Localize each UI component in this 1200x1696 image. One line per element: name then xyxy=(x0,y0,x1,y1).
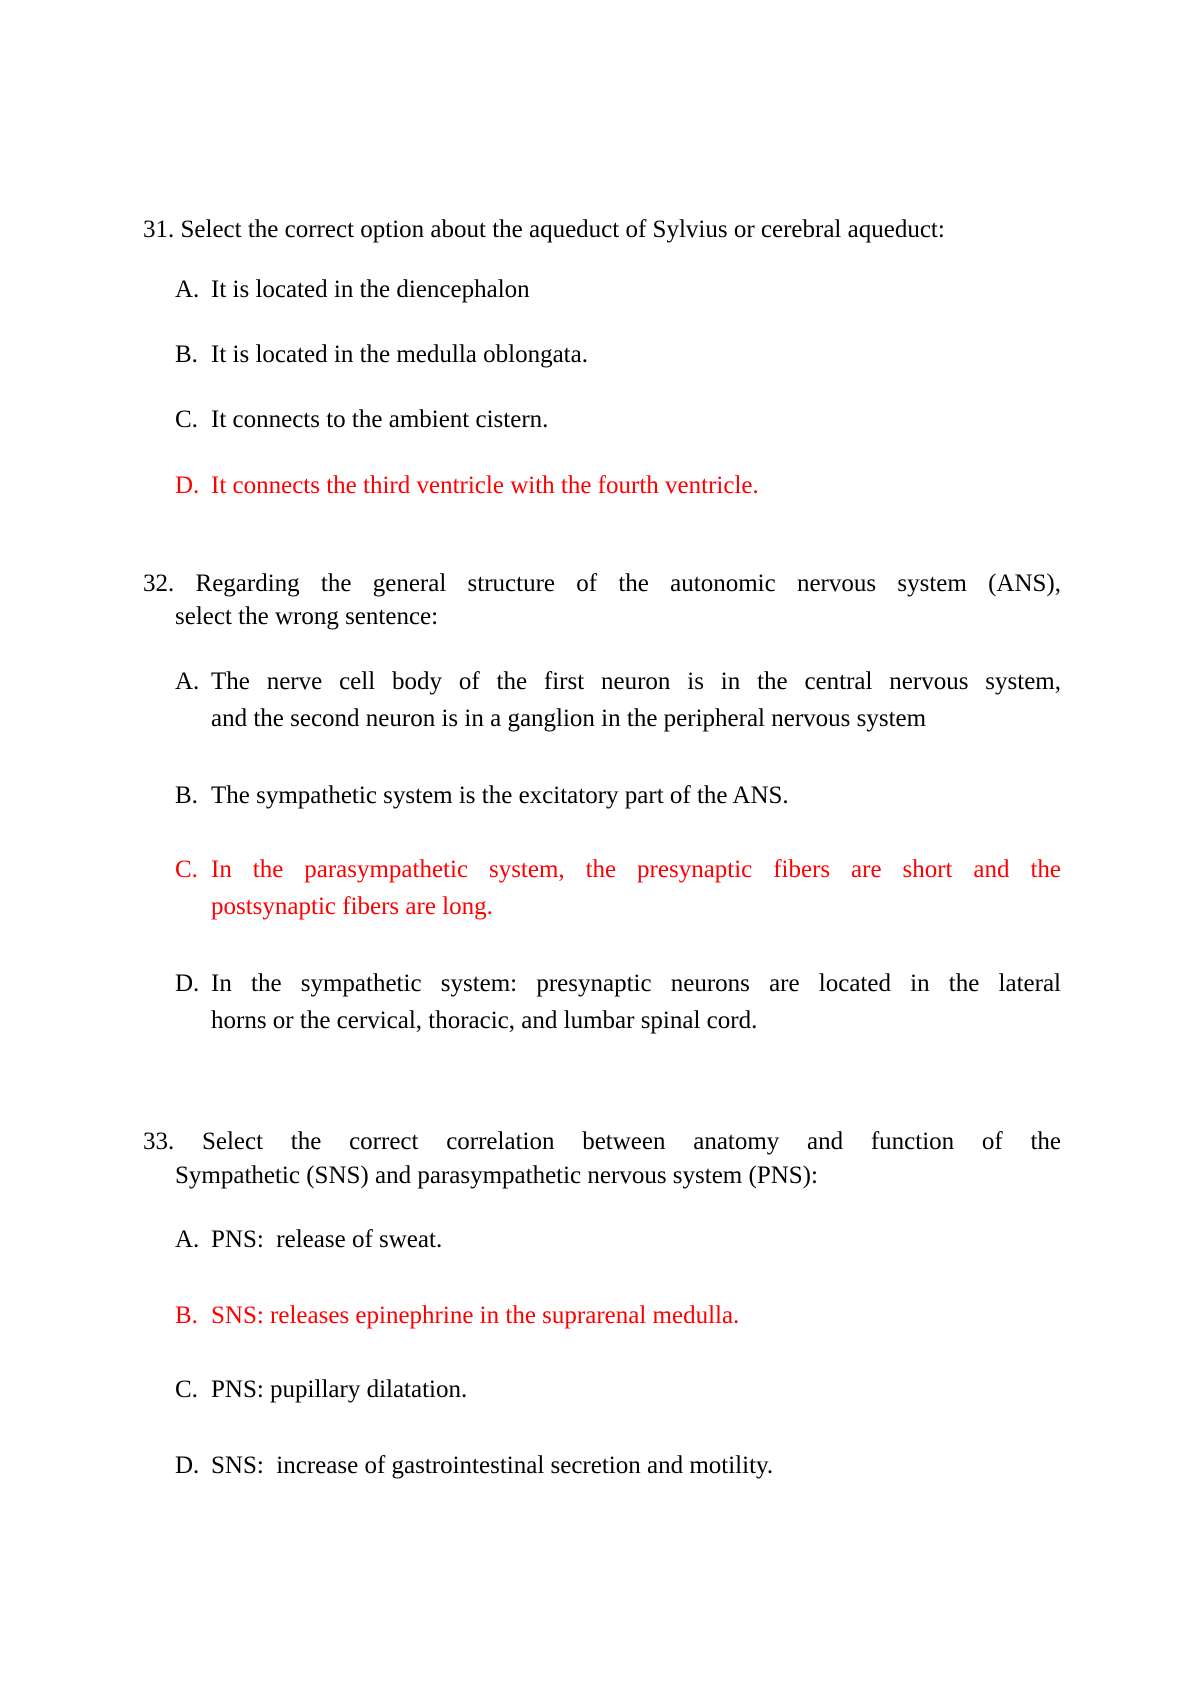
option-text: PNS: release of sweat. xyxy=(211,1226,443,1253)
question-32-option-d-line2 xyxy=(175,1003,1061,1039)
option-label: D. xyxy=(175,472,200,499)
question-33-option-c xyxy=(175,1372,1061,1408)
option-label: C. xyxy=(175,856,198,883)
option-label: D. xyxy=(175,1452,200,1479)
option-text: The nerve cell body of the first neuron is in the central nervous system, xyxy=(211,668,1061,695)
option-text: SNS: increase of gastrointestinal secretion and motility. xyxy=(211,1452,774,1479)
option-text: It connects the third ventricle with the fourth ventricle. xyxy=(211,472,759,499)
question-33-stem-line1 xyxy=(143,1124,1061,1160)
option-text: In the sympathetic system: presynaptic neurons are located in the lateral xyxy=(211,970,1061,997)
question-31-option-a xyxy=(175,272,1061,308)
question-number: 31. xyxy=(143,216,175,243)
question-31-option-b xyxy=(175,337,1061,373)
question-33-option-b-correct xyxy=(175,1298,1061,1334)
question-stem-text: Sympathetic (SNS) and parasympathetic nervous system (PNS): xyxy=(175,1162,818,1189)
option-label: C. xyxy=(175,1376,198,1403)
question-32-stem-line1 xyxy=(143,566,1061,602)
option-label: B. xyxy=(175,782,198,809)
option-text: PNS: pupillary dilatation. xyxy=(211,1376,468,1403)
question-32-option-a-line2 xyxy=(175,701,1061,737)
option-label: B. xyxy=(175,341,198,368)
question-32-option-d xyxy=(175,966,1061,1002)
question-32-stem-line2 xyxy=(143,599,1061,635)
option-label: A. xyxy=(175,276,200,303)
question-32-option-c-correct xyxy=(175,852,1061,888)
question-33-option-d xyxy=(175,1448,1061,1484)
question-32-option-b xyxy=(175,778,1061,814)
question-33-option-a xyxy=(175,1222,1061,1258)
question-number: 32. xyxy=(143,570,175,597)
option-text: and the second neuron is in a ganglion in the peripheral nervous system xyxy=(211,705,927,732)
option-text: It is located in the medulla oblongata. xyxy=(211,341,588,368)
option-label: C. xyxy=(175,406,198,433)
question-stem-text: Select the correct correlation between anatomy and function of the xyxy=(201,1128,1062,1155)
option-text: In the parasympathetic system, the presynaptic fibers are short and the xyxy=(211,856,1061,883)
question-stem-text: Regarding the general structure of the autonomic nervous system (ANS), xyxy=(195,570,1062,597)
question-33-stem-line2 xyxy=(143,1158,1061,1194)
question-31-stem xyxy=(143,212,1061,248)
question-stem-text: select the wrong sentence: xyxy=(175,603,439,630)
question-32-option-a xyxy=(175,664,1061,700)
question-31-option-c xyxy=(175,402,1061,438)
question-32-option-c-line2 xyxy=(175,889,1061,925)
option-label: B. xyxy=(175,1302,198,1329)
option-text: The sympathetic system is the excitatory part of the ANS. xyxy=(211,782,789,809)
option-text: It connects to the ambient cistern. xyxy=(211,406,549,433)
option-text: It is located in the diencephalon xyxy=(211,276,530,303)
option-label: A. xyxy=(175,668,200,695)
question-stem-text: Select the correct option about the aqueduct of Sylvius or cerebral aqueduct: xyxy=(180,216,945,243)
question-number: 33. xyxy=(143,1128,175,1155)
option-text: SNS: releases epinephrine in the suprarenal medulla. xyxy=(211,1302,740,1329)
option-label: A. xyxy=(175,1226,200,1253)
option-label: D. xyxy=(175,970,200,997)
option-text: postsynaptic fibers are long. xyxy=(211,893,493,920)
option-text: horns or the cervical, thoracic, and lumbar spinal cord. xyxy=(211,1007,758,1034)
question-31-option-d-correct xyxy=(175,468,1061,504)
